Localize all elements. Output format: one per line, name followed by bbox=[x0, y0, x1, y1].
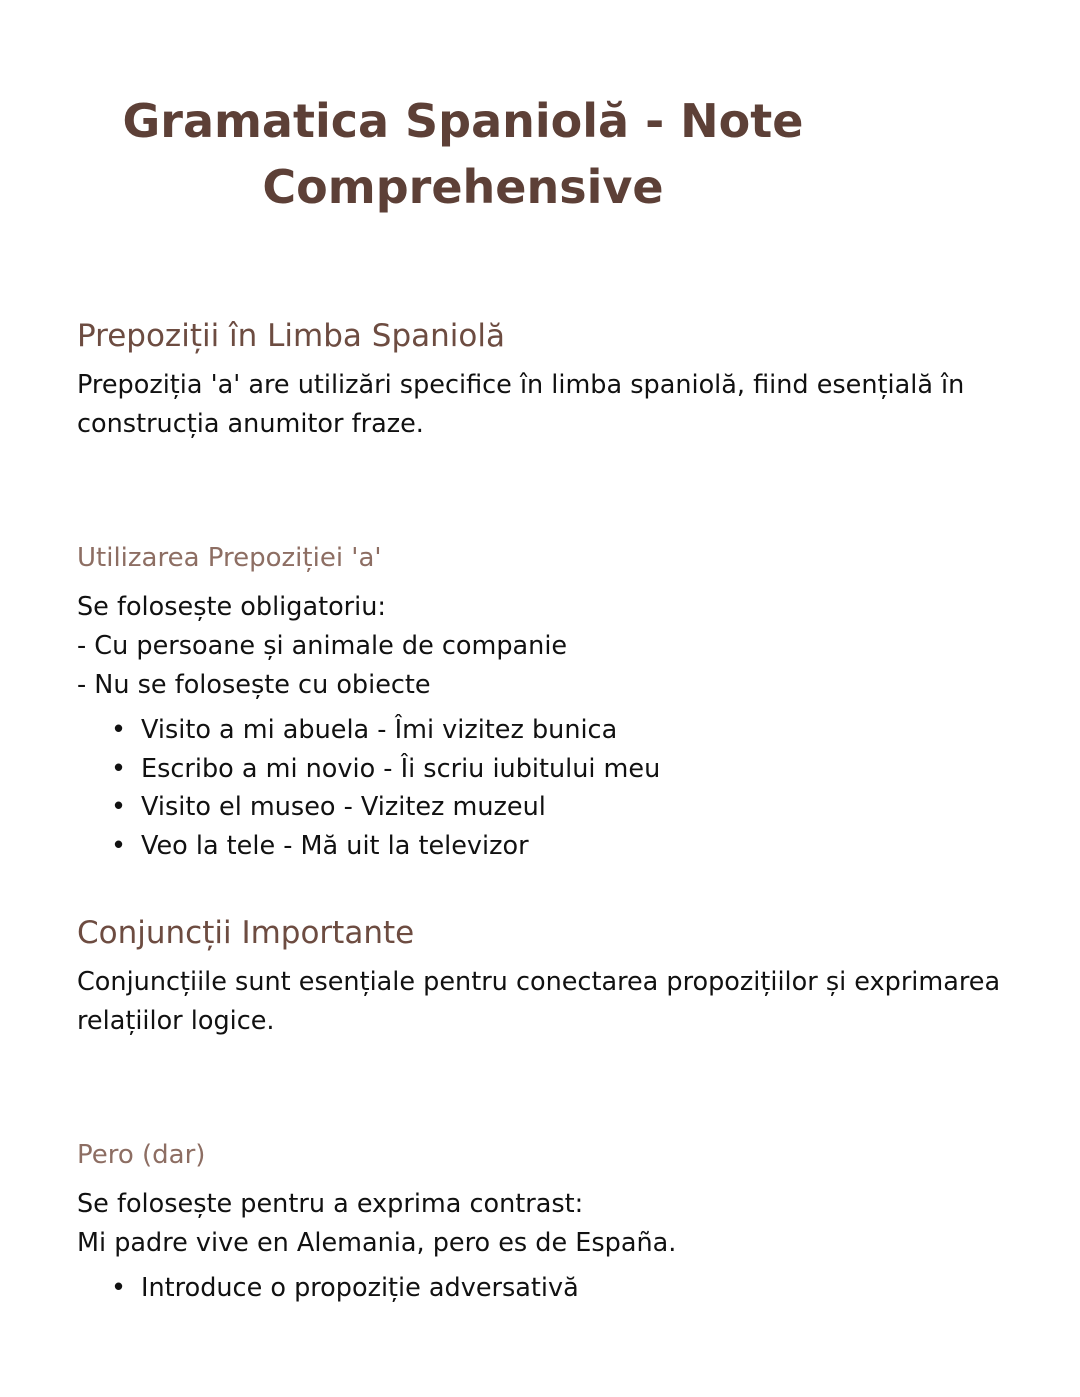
text-line: Se folosește obligatoriu: bbox=[77, 592, 386, 622]
text-line: - Cu persoane și animale de companie bbox=[77, 631, 568, 661]
subsection-heading: Utilizarea Prepoziției 'a' bbox=[77, 543, 382, 573]
example-list bbox=[77, 711, 1007, 865]
list-item: • Veo la tele - Mă uit la televizor bbox=[141, 827, 1007, 866]
subsection-a-usage bbox=[77, 540, 1007, 865]
list-item: • Escribo a mi novio - Îi scriu iubitului meu bbox=[141, 750, 1007, 789]
subsection-heading: Pero (dar) bbox=[77, 1140, 206, 1170]
text-line: Mi padre vive en Alemania, pero es de España. bbox=[77, 1228, 677, 1258]
section-intro: Conjuncțiile sunt esențiale pentru conectarea propozițiilor și exprimarea relațiilor logice. bbox=[77, 967, 1001, 1036]
section-conjunctions bbox=[77, 913, 1007, 1041]
subsection-pero bbox=[77, 1137, 1007, 1308]
section-heading: Conjuncții Importante bbox=[77, 915, 415, 951]
example-list bbox=[77, 1269, 1007, 1308]
list-item: • Visito a mi abuela - Îmi vizitez bunica bbox=[141, 711, 1007, 750]
text-line: Se folosește pentru a exprima contrast: bbox=[77, 1189, 584, 1219]
list-item: • Visito el museo - Vizitez muzeul bbox=[141, 788, 1007, 827]
text-line: - Nu se folosește cu obiecte bbox=[77, 670, 431, 700]
page-title: Gramatica Spaniolă - Note Comprehensive bbox=[122, 94, 804, 214]
section-intro: Prepoziția 'a' are utilizări specifice în limba spaniolă, fiind esențială în construcția anumitor fraze. bbox=[77, 370, 965, 439]
list-item: • Introduce o propoziție adversativă bbox=[141, 1269, 1007, 1308]
section-prepositions bbox=[77, 316, 1007, 444]
section-heading: Prepoziții în Limba Spaniolă bbox=[77, 318, 505, 354]
